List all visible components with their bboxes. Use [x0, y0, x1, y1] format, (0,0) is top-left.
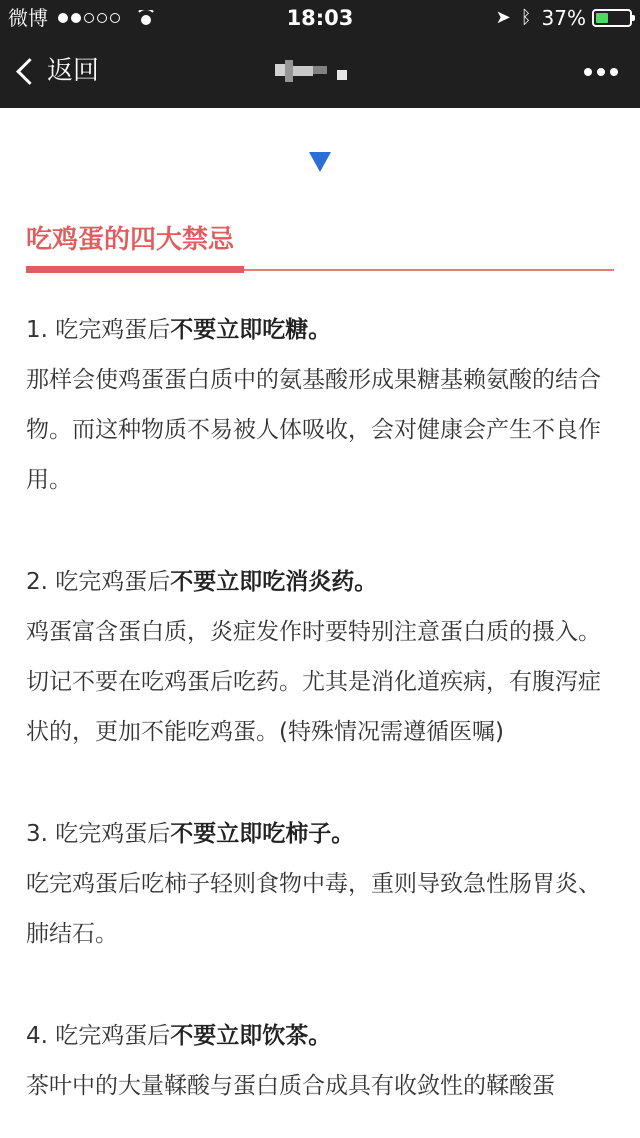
tip-title-prefix: 4. 吃完鸡蛋后	[26, 1023, 171, 1049]
article-body	[26, 305, 616, 1138]
top-bar	[0, 0, 640, 108]
battery-icon	[592, 9, 632, 27]
tip-body: 那样会使鸡蛋蛋白质中的氨基酸形成果糖基赖氨酸的结合物。而这种物质不易被人体吸收，会对健康会产生不良作用。	[26, 367, 601, 493]
article-content	[0, 108, 640, 1138]
status-bar	[0, 0, 640, 36]
location-arrow-icon: ➤	[495, 7, 511, 28]
down-arrow-icon	[309, 152, 331, 172]
tip-title	[26, 305, 616, 355]
carrier-name: 微博	[8, 6, 48, 30]
battery-nub	[632, 15, 635, 21]
back-button[interactable]	[14, 54, 99, 88]
chevron-left-icon	[16, 58, 43, 85]
tip-title-bold: 不要立即吃糖。	[170, 317, 332, 343]
battery-percent: 37%	[541, 6, 586, 30]
tip-section-4	[26, 1011, 616, 1111]
tip-section-3	[26, 809, 616, 959]
tip-title	[26, 1011, 616, 1061]
tip-title-bold: 不要立即吃消炎药。	[170, 569, 378, 595]
nav-bar	[0, 36, 640, 108]
status-right	[496, 6, 632, 30]
tip-body: 茶叶中的大量鞣酸与蛋白质合成具有收敛性的鞣酸蛋	[26, 1073, 555, 1099]
status-time: 18:03	[286, 6, 354, 30]
tip-title	[26, 809, 616, 859]
tip-title-prefix: 2. 吃完鸡蛋后	[26, 569, 171, 595]
tip-title-prefix: 1. 吃完鸡蛋后	[26, 317, 171, 343]
article-heading: 吃鸡蛋的四大禁忌	[26, 225, 235, 255]
bluetooth-icon: ᛒ	[520, 7, 532, 28]
tip-title-prefix: 3. 吃完鸡蛋后	[26, 821, 171, 847]
more-dot	[584, 68, 592, 76]
nav-title-redacted	[275, 56, 355, 88]
more-options-button[interactable]	[579, 68, 618, 76]
back-label: 返回	[47, 56, 100, 86]
tip-body: 吃完鸡蛋后吃柿子轻则食物中毒，重则导致急性肠胃炎、肺结石。	[26, 871, 601, 947]
tip-section-2	[26, 557, 616, 757]
tip-title-bold: 不要立即吃柿子。	[170, 821, 355, 847]
tip-title-bold: 不要立即饮茶。	[170, 1023, 332, 1049]
battery-fill	[596, 13, 608, 23]
tip-section-1	[26, 305, 616, 505]
tip-title	[26, 557, 616, 607]
heading-underline	[26, 266, 244, 273]
more-dot	[597, 68, 605, 76]
tip-body: 鸡蛋富含蛋白质，炎症发作时要特别注意蛋白质的摄入。切记不要在吃鸡蛋后吃药。尤其是消化道疾病，有腹泻症状的，更加不能吃鸡蛋。(特殊情况需遵循医嘱)	[26, 619, 601, 745]
more-dot	[610, 68, 618, 76]
